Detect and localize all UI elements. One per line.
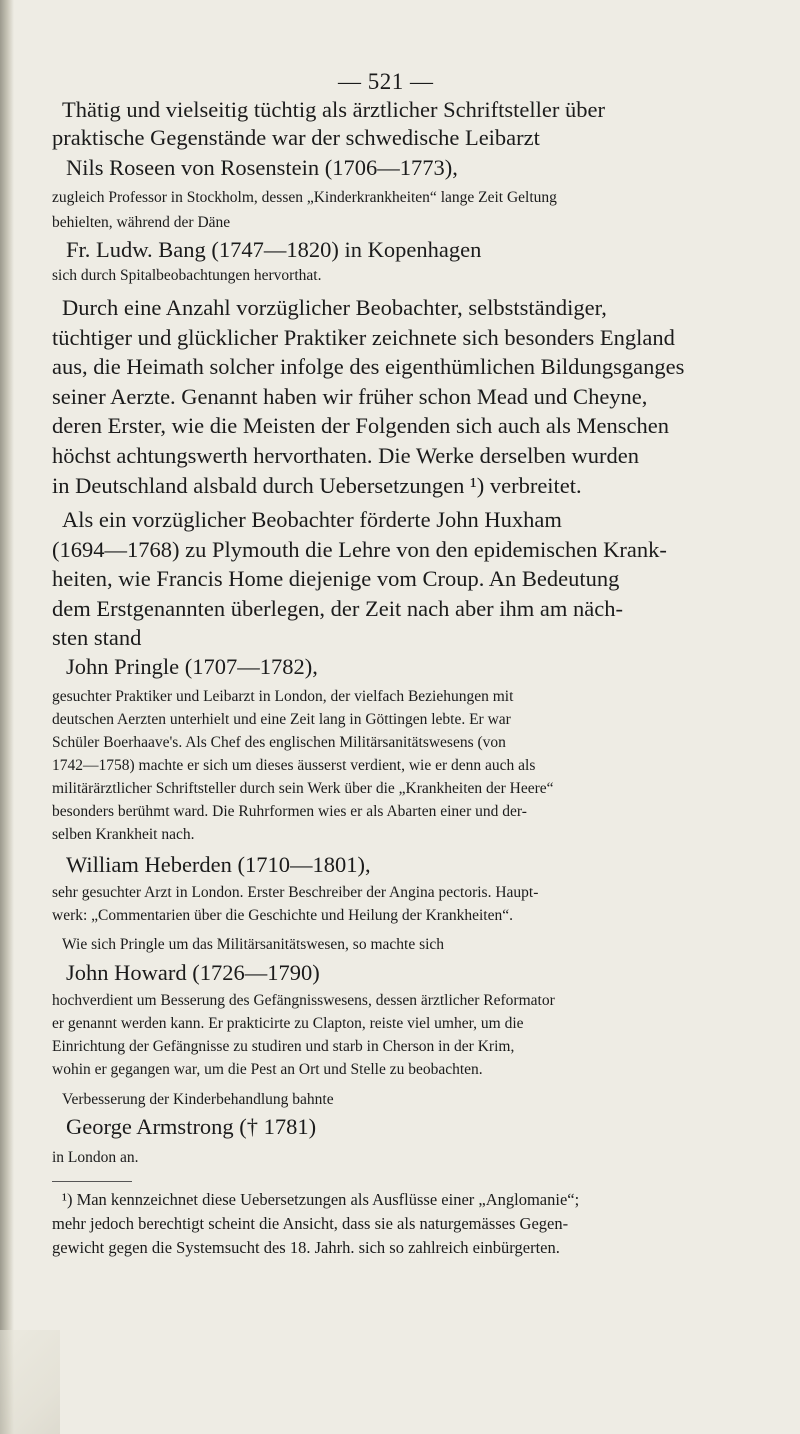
text-line: Einrichtung der Gefängnisse zu studiren und starb in Cherson in der Krim, xyxy=(52,1038,515,1055)
text-line: aus, die Heimath solcher infolge des eigenthümlichen Bildungsganges xyxy=(52,354,685,379)
footnote-line: ¹) Man kennzeichnet diese Uebersetzungen als Ausflüsse einer „Anglomanie“; xyxy=(62,1190,580,1209)
text-line: werk: „Commentarien über die Geschichte und Heilung der Krankheiten“. xyxy=(52,907,513,924)
footnote-line: gewicht gegen die Systemsucht des 18. Jahrh. sich so zahlreich einbürgerten. xyxy=(52,1238,560,1257)
text-line: Thätig und vielseitig tüchtig als ärztlicher Schriftsteller über xyxy=(62,97,605,122)
text-line: seiner Aerzte. Genannt haben wir früher schon Mead und Cheyne, xyxy=(52,384,648,409)
text-line: gesuchter Praktiker und Leibarzt in London, der vielfach Beziehungen mit xyxy=(52,688,514,705)
text-line: militärärztlicher Schriftsteller durch sein Werk über die „Krankheiten der Heere“ xyxy=(52,780,554,797)
person-heading-rosenstein: Nils Roseen von Rosenstein (1706—1773), xyxy=(66,155,458,180)
person-heading-heberden: William Heberden (1710—1801), xyxy=(66,852,371,877)
person-heading-howard: John Howard (1726—1790) xyxy=(66,960,320,985)
text-line: deren Erster, wie die Meisten der Folgenden sich auch als Menschen xyxy=(52,413,670,438)
text-line: Wie sich Pringle um das Militärsanitätswesen, so machte sich xyxy=(62,936,445,953)
text-line: dem Erstgenannten überlegen, der Zeit nach aber ihm am näch- xyxy=(52,596,624,621)
text-line: sehr gesuchter Arzt in London. Erster Beschreiber der Angina pectoris. Haupt- xyxy=(52,884,539,901)
footnote-line: mehr jedoch berechtigt scheint die Ansicht, dass sie als naturgemässes Gegen- xyxy=(52,1214,569,1233)
text-line: praktische Gegenstände war der schwedische Leibarzt xyxy=(52,125,540,150)
text-line: sich durch Spitalbeobachtungen hervorthat. xyxy=(52,267,322,284)
page-binding-edge xyxy=(0,0,14,1434)
text-line: tüchtiger und glücklicher Praktiker zeichnete sich besonders England xyxy=(52,325,675,350)
text-line: wohin er gegangen war, um die Pest an Ort und Stelle zu beobachten. xyxy=(52,1061,483,1078)
text-line: heiten, wie Francis Home diejenige vom Croup. An Bedeutung xyxy=(52,566,620,591)
footnote-separator xyxy=(52,1181,132,1182)
text-line: (1694—1768) zu Plymouth die Lehre von den epidemischen Krank- xyxy=(52,537,667,562)
text-line: behielten, während der Däne xyxy=(52,214,231,231)
text-line: hochverdient um Besserung des Gefängnisswesens, dessen ärztlicher Reformator xyxy=(52,992,555,1009)
text-line: besonders berühmt ward. Die Ruhrformen wies er als Abarten einer und der- xyxy=(52,803,527,820)
text-line: Schüler Boerhaave's. Als Chef des englischen Militärsanitätswesens (von xyxy=(52,734,506,751)
text-line: selben Krankheit nach. xyxy=(52,826,195,843)
text-line: Als ein vorzüglicher Beobachter förderte John Huxham xyxy=(62,507,562,532)
text-line: deutschen Aerzten unterhielt und eine Zeit lang in Göttingen lebte. Er war xyxy=(52,711,511,728)
text-line: in London an. xyxy=(52,1149,139,1166)
text-line: zugleich Professor in Stockholm, dessen „Kinderkrankheiten“ lange Zeit Geltung xyxy=(52,189,557,206)
text-line: sten stand xyxy=(52,625,142,650)
text-line: Durch eine Anzahl vorzüglicher Beobachter, selbstständiger, xyxy=(62,295,607,320)
text-line: höchst achtungswerth hervorthaten. Die Werke derselben wurden xyxy=(52,443,639,468)
page-corner-shadow xyxy=(0,1330,60,1434)
person-heading-bang: Fr. Ludw. Bang (1747—1820) in Kopenhagen xyxy=(66,237,482,262)
text-line: Verbesserung der Kinderbehandlung bahnte xyxy=(62,1091,334,1108)
person-heading-pringle: John Pringle (1707—1782), xyxy=(66,654,318,679)
text-line: in Deutschland alsbald durch Uebersetzungen ¹) verbreitet. xyxy=(52,473,582,498)
text-line: er genannt werden kann. Er prakticirte zu Clapton, reiste viel umher, um die xyxy=(52,1015,524,1032)
text-line: 1742—1758) machte er sich um dieses äusserst verdient, wie er denn auch als xyxy=(52,757,536,774)
page-number: — 521 — xyxy=(338,69,434,94)
person-heading-armstrong: George Armstrong († 1781) xyxy=(66,1114,317,1139)
